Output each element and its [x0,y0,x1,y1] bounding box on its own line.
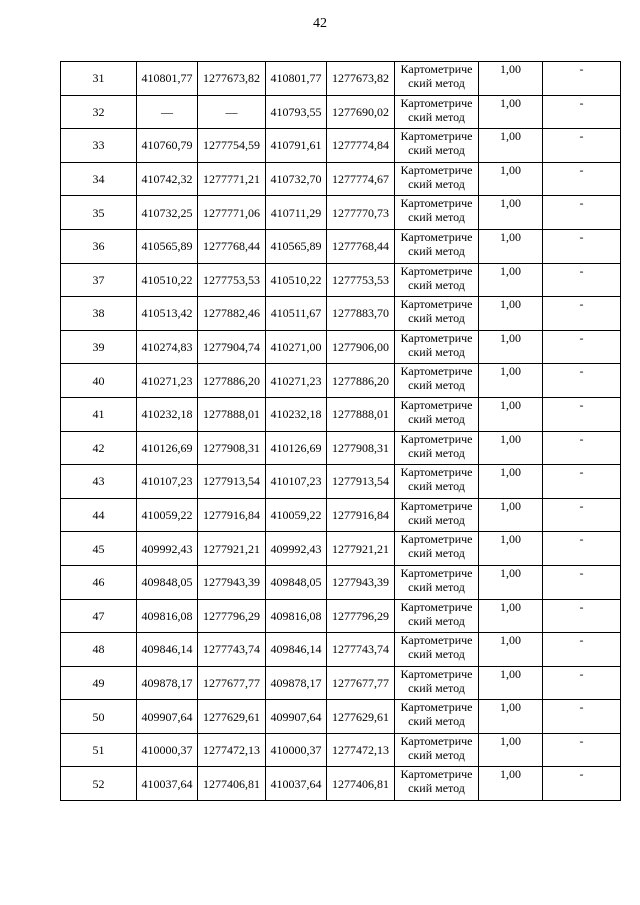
description-cell: - [543,498,621,532]
method-line-1: Картометриче [400,733,473,748]
table-row [61,700,621,734]
method-cell [395,599,479,633]
description-cell: - [543,666,621,700]
method-cell [395,330,479,364]
existing-y-cell: 1277921,21 [198,532,266,566]
existing-x-cell: — [137,95,198,129]
method-line-2: ский метод [408,445,465,460]
existing-y-cell: 1277629,61 [198,700,266,734]
table-row [61,229,621,263]
description-cell: - [543,565,621,599]
method-line-2: ский метод [408,546,465,561]
method-line-2: ский метод [408,479,465,494]
new-y-cell: 1277690,02 [327,95,395,129]
description-cell: - [543,162,621,196]
existing-x-cell: 410732,25 [137,196,198,230]
point-number-cell: 45 [61,532,137,566]
existing-x-cell: 410232,18 [137,397,198,431]
method-line-2: ский метод [408,747,465,762]
existing-x-cell: 409816,08 [137,599,198,633]
method-line-2: ский метод [408,647,465,662]
method-line-1: Картометриче [400,229,473,244]
new-x-cell: 410732,70 [266,162,327,196]
method-line-2: ский метод [408,311,465,326]
table-row [61,498,621,532]
accuracy-cell: 1,00 [479,196,543,230]
existing-x-cell: 409878,17 [137,666,198,700]
accuracy-cell: 1,00 [479,397,543,431]
table-row [61,297,621,331]
table-row [61,565,621,599]
accuracy-cell: 1,00 [479,498,543,532]
existing-x-cell: 410037,64 [137,767,198,801]
existing-y-cell: — [198,95,266,129]
table-row [61,95,621,129]
existing-x-cell: 409907,64 [137,700,198,734]
method-line-2: ский метод [408,512,465,527]
existing-y-cell: 1277771,06 [198,196,266,230]
method-line-1: Картометриче [400,633,473,648]
point-number-cell: 31 [61,62,137,96]
point-number-cell: 52 [61,767,137,801]
existing-y-cell: 1277754,59 [198,129,266,163]
method-line-2: ский метод [408,277,465,292]
method-line-2: ский метод [408,579,465,594]
table-row [61,62,621,96]
existing-x-cell: 410742,32 [137,162,198,196]
description-cell: - [543,431,621,465]
new-x-cell: 410565,89 [266,229,327,263]
existing-y-cell: 1277886,20 [198,364,266,398]
existing-y-cell: 1277743,74 [198,633,266,667]
new-x-cell: 410059,22 [266,498,327,532]
existing-y-cell: 1277677,77 [198,666,266,700]
existing-x-cell: 409992,43 [137,532,198,566]
existing-x-cell: 410107,23 [137,465,198,499]
table-row [61,599,621,633]
existing-x-cell: 410271,23 [137,364,198,398]
existing-y-cell: 1277472,13 [198,733,266,767]
description-cell: - [543,297,621,331]
table-row [61,532,621,566]
accuracy-cell: 1,00 [479,532,543,566]
description-cell: - [543,633,621,667]
new-y-cell: 1277673,82 [327,62,395,96]
existing-x-cell: 410274,83 [137,330,198,364]
table-row [61,129,621,163]
point-number-cell: 47 [61,599,137,633]
description-cell: - [543,129,621,163]
method-line-1: Картометриче [400,95,473,110]
new-x-cell: 410711,29 [266,196,327,230]
table-row [61,263,621,297]
method-cell [395,532,479,566]
method-line-1: Картометриче [400,666,473,681]
table-body [61,62,621,801]
point-number-cell: 50 [61,700,137,734]
new-x-cell: 410510,22 [266,263,327,297]
new-x-cell: 409848,05 [266,565,327,599]
coordinates-table [60,61,621,801]
new-x-cell: 410232,18 [266,397,327,431]
accuracy-cell: 1,00 [479,229,543,263]
method-line-2: ский метод [408,378,465,393]
method-line-1: Картометриче [400,599,473,614]
new-y-cell: 1277943,39 [327,565,395,599]
existing-y-cell: 1277771,21 [198,162,266,196]
point-number-cell: 46 [61,565,137,599]
method-cell [395,666,479,700]
description-cell: - [543,263,621,297]
point-number-cell: 33 [61,129,137,163]
method-line-2: ский метод [408,176,465,191]
new-x-cell: 409992,43 [266,532,327,566]
accuracy-cell: 1,00 [479,700,543,734]
new-y-cell: 1277883,70 [327,297,395,331]
accuracy-cell: 1,00 [479,364,543,398]
method-line-2: ский метод [408,613,465,628]
method-cell [395,397,479,431]
method-line-2: ский метод [408,411,465,426]
description-cell: - [543,95,621,129]
method-line-1: Картометриче [400,397,473,412]
new-x-cell: 410271,23 [266,364,327,398]
existing-y-cell: 1277943,39 [198,565,266,599]
method-line-1: Картометриче [400,565,473,580]
new-y-cell: 1277677,77 [327,666,395,700]
new-y-cell: 1277774,84 [327,129,395,163]
new-y-cell: 1277908,31 [327,431,395,465]
method-line-1: Картометриче [400,297,473,312]
existing-x-cell: 410126,69 [137,431,198,465]
description-cell: - [543,364,621,398]
point-number-cell: 36 [61,229,137,263]
table-row [61,767,621,801]
description-cell: - [543,532,621,566]
description-cell: - [543,196,621,230]
accuracy-cell: 1,00 [479,733,543,767]
point-number-cell: 37 [61,263,137,297]
method-line-2: ский метод [408,344,465,359]
table-row [61,465,621,499]
existing-y-cell: 1277916,84 [198,498,266,532]
new-y-cell: 1277472,13 [327,733,395,767]
existing-x-cell: 410000,37 [137,733,198,767]
accuracy-cell: 1,00 [479,95,543,129]
method-cell [395,162,479,196]
method-cell [395,733,479,767]
method-line-1: Картометриче [400,162,473,177]
new-y-cell: 1277770,73 [327,196,395,230]
method-line-1: Картометриче [400,263,473,278]
accuracy-cell: 1,00 [479,297,543,331]
accuracy-cell: 1,00 [479,666,543,700]
new-y-cell: 1277888,01 [327,397,395,431]
new-y-cell: 1277743,74 [327,633,395,667]
point-number-cell: 34 [61,162,137,196]
method-line-2: ский метод [408,109,465,124]
method-cell [395,700,479,734]
point-number-cell: 35 [61,196,137,230]
point-number-cell: 40 [61,364,137,398]
new-y-cell: 1277406,81 [327,767,395,801]
table-row [61,666,621,700]
method-cell [395,431,479,465]
point-number-cell: 51 [61,733,137,767]
new-x-cell: 410801,77 [266,62,327,96]
accuracy-cell: 1,00 [479,599,543,633]
accuracy-cell: 1,00 [479,263,543,297]
method-line-2: ский метод [408,210,465,225]
existing-x-cell: 410059,22 [137,498,198,532]
new-x-cell: 410511,67 [266,297,327,331]
method-cell [395,767,479,801]
method-line-1: Картометриче [400,330,473,345]
table-row [61,196,621,230]
accuracy-cell: 1,00 [479,465,543,499]
new-x-cell: 409816,08 [266,599,327,633]
point-number-cell: 39 [61,330,137,364]
table-row [61,162,621,196]
existing-y-cell: 1277888,01 [198,397,266,431]
point-number-cell: 41 [61,397,137,431]
method-line-1: Картометриче [400,532,473,547]
description-cell: - [543,700,621,734]
accuracy-cell: 1,00 [479,62,543,96]
description-cell: - [543,733,621,767]
method-cell [395,565,479,599]
method-cell [395,62,479,96]
existing-x-cell: 410760,79 [137,129,198,163]
existing-y-cell: 1277768,44 [198,229,266,263]
existing-x-cell: 410565,89 [137,229,198,263]
existing-y-cell: 1277796,29 [198,599,266,633]
method-line-2: ский метод [408,143,465,158]
existing-y-cell: 1277908,31 [198,431,266,465]
existing-y-cell: 1277406,81 [198,767,266,801]
method-line-1: Картометриче [400,700,473,715]
description-cell: - [543,767,621,801]
new-y-cell: 1277768,44 [327,229,395,263]
point-number-cell: 43 [61,465,137,499]
point-number-cell: 48 [61,633,137,667]
accuracy-cell: 1,00 [479,767,543,801]
new-y-cell: 1277916,84 [327,498,395,532]
existing-y-cell: 1277753,53 [198,263,266,297]
table-row [61,364,621,398]
method-cell [395,95,479,129]
method-line-2: ский метод [408,243,465,258]
new-y-cell: 1277774,67 [327,162,395,196]
new-y-cell: 1277906,00 [327,330,395,364]
new-x-cell: 410791,61 [266,129,327,163]
point-number-cell: 44 [61,498,137,532]
existing-x-cell: 410510,22 [137,263,198,297]
method-cell [395,465,479,499]
method-cell [395,263,479,297]
method-cell [395,129,479,163]
existing-x-cell: 410801,77 [137,62,198,96]
method-cell [395,498,479,532]
existing-y-cell: 1277673,82 [198,62,266,96]
method-line-2: ский метод [408,76,465,90]
new-x-cell: 410271,00 [266,330,327,364]
method-line-1: Картометриче [400,431,473,446]
description-cell: - [543,330,621,364]
new-y-cell: 1277913,54 [327,465,395,499]
method-line-1: Картометриче [400,767,473,782]
new-x-cell: 410107,23 [266,465,327,499]
method-cell [395,633,479,667]
method-line-1: Картометриче [400,62,473,76]
table-row [61,431,621,465]
new-x-cell: 409907,64 [266,700,327,734]
method-cell [395,364,479,398]
point-number-cell: 32 [61,95,137,129]
method-line-2: ский метод [408,680,465,695]
existing-y-cell: 1277882,46 [198,297,266,331]
existing-y-cell: 1277904,74 [198,330,266,364]
point-number-cell: 42 [61,431,137,465]
method-line-2: ский метод [408,781,465,796]
method-line-1: Картометриче [400,196,473,211]
new-x-cell: 410037,64 [266,767,327,801]
description-cell: - [543,229,621,263]
existing-x-cell: 409848,05 [137,565,198,599]
new-y-cell: 1277796,29 [327,599,395,633]
method-line-1: Картометриче [400,465,473,480]
existing-x-cell: 409846,14 [137,633,198,667]
accuracy-cell: 1,00 [479,565,543,599]
new-x-cell: 409878,17 [266,666,327,700]
page-number: 42 [313,16,327,31]
point-number-cell: 38 [61,297,137,331]
new-x-cell: 410000,37 [266,733,327,767]
method-line-1: Картометриче [400,364,473,379]
table-row [61,397,621,431]
description-cell: - [543,599,621,633]
existing-x-cell: 410513,42 [137,297,198,331]
new-y-cell: 1277886,20 [327,364,395,398]
accuracy-cell: 1,00 [479,162,543,196]
description-cell: - [543,465,621,499]
point-number-cell: 49 [61,666,137,700]
method-cell [395,229,479,263]
description-cell: - [543,62,621,96]
method-line-1: Картометриче [400,498,473,513]
accuracy-cell: 1,00 [479,330,543,364]
accuracy-cell: 1,00 [479,633,543,667]
accuracy-cell: 1,00 [479,129,543,163]
method-cell [395,297,479,331]
table-row [61,330,621,364]
new-x-cell: 410793,55 [266,95,327,129]
new-x-cell: 410126,69 [266,431,327,465]
new-y-cell: 1277921,21 [327,532,395,566]
description-cell: - [543,397,621,431]
new-x-cell: 409846,14 [266,633,327,667]
existing-y-cell: 1277913,54 [198,465,266,499]
table-row [61,633,621,667]
method-line-1: Картометриче [400,129,473,144]
method-line-2: ский метод [408,714,465,729]
table-row [61,733,621,767]
accuracy-cell: 1,00 [479,431,543,465]
new-y-cell: 1277753,53 [327,263,395,297]
new-y-cell: 1277629,61 [327,700,395,734]
method-cell [395,196,479,230]
